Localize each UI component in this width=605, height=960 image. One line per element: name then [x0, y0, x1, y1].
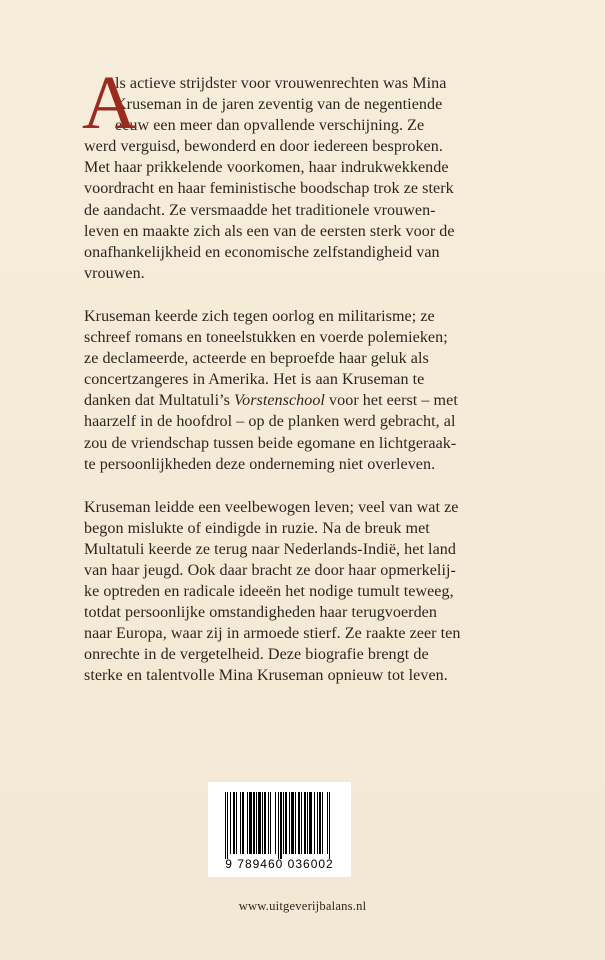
barcode-bar — [301, 792, 302, 854]
blurb-line: vrouwen. — [84, 264, 145, 282]
blurb-line: ze declameerde, acteerde en beproefde haar geluk als — [84, 350, 429, 368]
barcode-bar — [314, 792, 315, 854]
barcode-bar — [307, 792, 308, 854]
barcode-bar — [230, 792, 231, 854]
blurb-line: werd verguisd, bewonderd en door iedereen besproken. — [84, 138, 443, 156]
barcode-bar — [309, 792, 312, 854]
barcode-bar — [227, 792, 228, 859]
blurb-line: zou de vriendschap tussen beide egomane en lichtgeraak- — [84, 434, 457, 452]
publisher-website[interactable]: www.uitgeverijbalans.nl — [238, 899, 367, 913]
barcode-bar — [258, 792, 260, 854]
blurb-line: Kruseman leidde een veelbewogen leven; veel van wat ze — [84, 498, 459, 516]
barcode-bar — [268, 792, 269, 854]
blurb-line: te persoonlijkheden deze onderneming niet overleven. — [84, 455, 436, 473]
barcode-bar — [240, 792, 241, 854]
blurb-line-after-title: voor het eerst – met — [324, 392, 458, 410]
blurb-line: de aandacht. Ze versmaadde het traditionele vrouwen- — [84, 201, 436, 219]
barcode-bar — [285, 792, 286, 854]
barcode-bar — [270, 792, 271, 854]
blurb-line: leven en maakte zich als een van de eersten sterk voor de — [84, 222, 455, 240]
blurb-line: begon mislukte of eindigde in ruzie. Na de breuk met — [84, 519, 430, 537]
isbn-barcode-box — [208, 782, 351, 877]
barcode-bar — [317, 792, 318, 854]
blurb-line: sterke en talentvolle Mina Kruseman opnieuw tot leven. — [84, 667, 448, 685]
barcode-bar — [319, 792, 321, 854]
barcode-bar — [225, 792, 226, 859]
barcode-bar — [278, 792, 279, 859]
barcode-bar — [289, 792, 290, 854]
blurb-line: van haar jeugd. Ook daar bracht ze door haar opmerkelij- — [84, 561, 456, 579]
barcode-bar — [262, 792, 263, 854]
blurb-line: voordracht en haar feministische boodschap trok ze sterk — [84, 180, 454, 198]
barcode-bar — [291, 792, 294, 854]
blurb-line: schreef romans en toneelstukken en voerde polemieken; — [84, 329, 448, 347]
blurb-line: ke optreden en radicale ideeën het nodige tumult teweeg, — [84, 583, 454, 601]
barcode-bar — [275, 792, 276, 854]
blurb-line: Kruseman in de jaren zeventig van de negentiende — [115, 96, 443, 114]
barcode-bar — [329, 792, 330, 859]
isbn-number: 9 789460 036002 — [225, 857, 334, 871]
barcode-bar — [253, 792, 255, 854]
barcode-bar — [249, 792, 252, 854]
blurb-line: naar Europa, waar zij in armoede stierf. Ze raakte zeer ten — [84, 625, 461, 643]
barcode-graphic — [225, 792, 334, 854]
barcode-bar — [236, 792, 237, 854]
blurb-paragraph-1 — [82, 61, 534, 284]
blurb-line: totdat persoonlijke omstandigheden haar terugvoerden — [84, 604, 437, 622]
barcode-bar — [322, 792, 323, 854]
barcode-bar — [256, 792, 257, 854]
barcode-bar — [304, 792, 306, 854]
blurb-line: haarzelf in de hoofdrol – op de planken werd gebracht, al — [84, 413, 456, 431]
blurb-line: onafhankelijkheid en economische zelfstandigheid van — [84, 243, 440, 261]
blurb-line-with-italic-title — [84, 390, 534, 411]
blurb-line: Kruseman keerde zich tegen oorlog en militarisme; ze — [84, 307, 435, 325]
barcode-bar — [298, 792, 299, 854]
dropcap-letter: A — [82, 61, 137, 145]
blurb-line: Met haar prikkelende voorkomen, haar indrukwekkende — [84, 159, 449, 177]
blurb-line: concertzangeres in Amerika. Het is aan Kruseman te — [84, 371, 425, 389]
barcode-bar — [283, 792, 284, 854]
barcode-bar — [242, 792, 244, 854]
barcode-bar — [264, 792, 266, 854]
barcode-bar — [280, 792, 282, 859]
blurb-text — [82, 61, 534, 709]
blurb-line: onrechte in de vergetelheid. Deze biografie brengt de — [84, 646, 429, 664]
barcode-bar — [233, 792, 235, 854]
barcode-bar — [247, 792, 248, 854]
blurb-paragraph-3 — [84, 497, 534, 687]
barcode-bar — [295, 792, 296, 854]
blurb-line: eeuw een meer dan opvallende verschijning. Ze — [115, 117, 425, 135]
book-title-italic: Vorstenschool — [234, 392, 325, 410]
barcode-bar — [327, 792, 328, 854]
blurb-line-before-title: danken dat Multatuli’s — [84, 392, 234, 410]
blurb-paragraph-2 — [84, 306, 534, 475]
blurb-line: ls actieve strijdster voor vrouwenrechten was Mina — [115, 75, 447, 92]
blurb-line: Multatuli keerde ze terug naar Nederlands-Indië, het land — [84, 540, 456, 558]
